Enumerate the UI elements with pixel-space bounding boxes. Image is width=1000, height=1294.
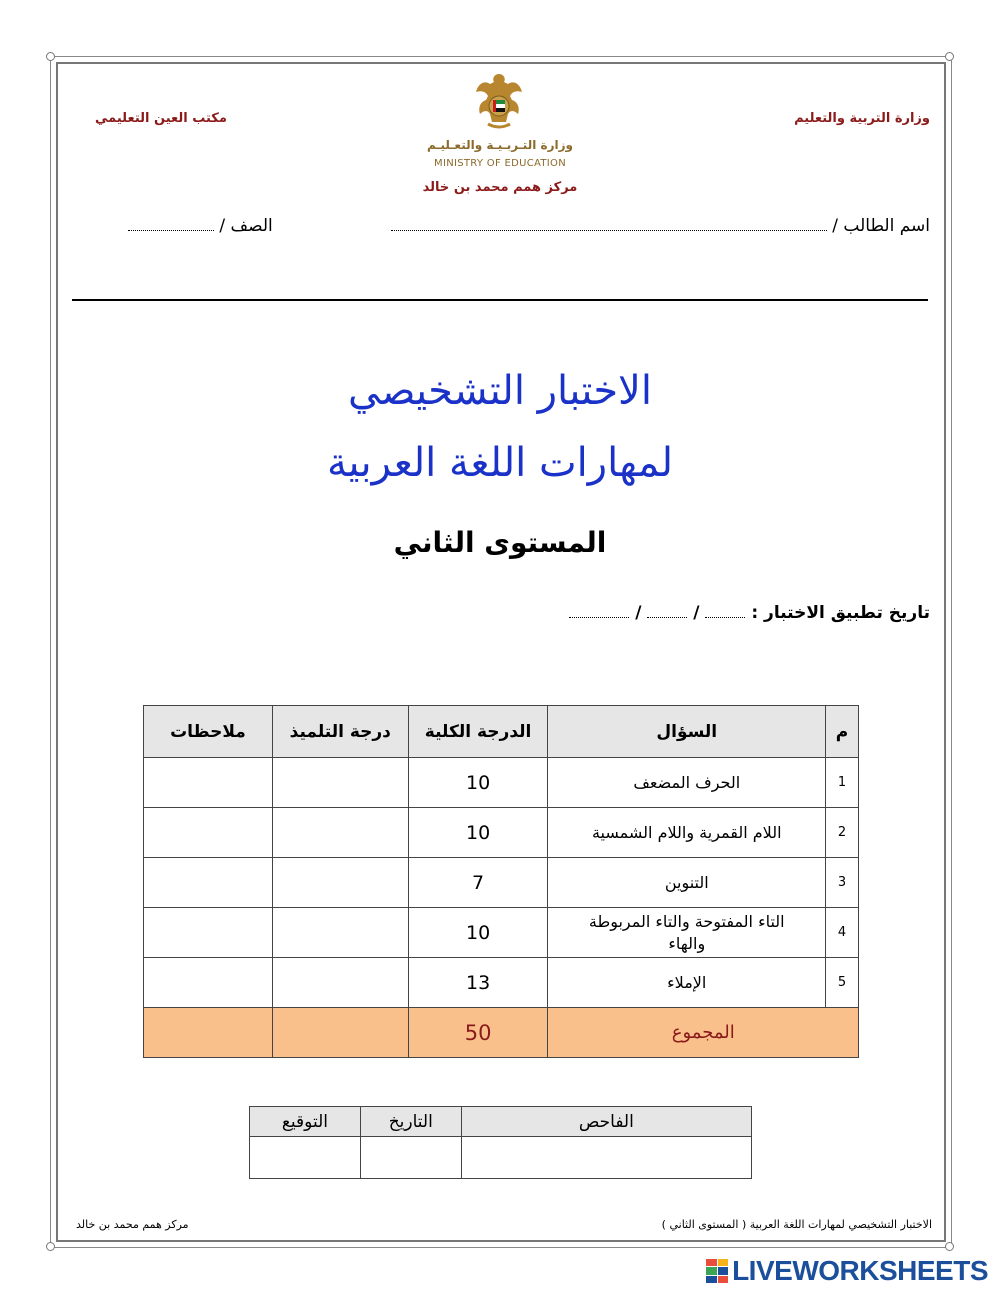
- row-notes-cell[interactable]: [144, 758, 273, 808]
- row-notes-cell[interactable]: [144, 908, 273, 958]
- student-name-label: اسم الطالب /: [832, 216, 930, 236]
- class-blank[interactable]: [128, 219, 214, 231]
- level-heading: المستوى الثاني: [393, 526, 607, 559]
- row-num: 4: [826, 908, 859, 958]
- total-row: [144, 1008, 859, 1058]
- row-question: الحرف المضعف: [548, 758, 826, 808]
- student-name-field[interactable]: [391, 216, 930, 236]
- row-total-score: 13: [408, 958, 548, 1008]
- row-notes-cell[interactable]: [144, 858, 273, 908]
- signature-header-row: [250, 1107, 752, 1137]
- row-notes-cell[interactable]: [144, 958, 273, 1008]
- examiner-header: الفاحص: [461, 1107, 751, 1137]
- test-date-label: تاريخ تطبيق الاختبار :: [751, 603, 930, 623]
- class-label: الصف /: [219, 216, 273, 236]
- liveworksheets-wordmark: LIVEWORKSHEETS: [732, 1255, 988, 1286]
- date-month-blank[interactable]: [647, 606, 687, 618]
- header-divider: [72, 299, 928, 301]
- row-question: التاء المفتوحة والتاء المربوطة والهاء: [548, 908, 826, 958]
- row-num: 1: [826, 758, 859, 808]
- row-num: 5: [826, 958, 859, 1008]
- page-border-inner: [56, 62, 946, 1242]
- date-separator: /: [693, 603, 700, 623]
- examiner-cell[interactable]: [461, 1137, 751, 1179]
- signature-table: [249, 1106, 752, 1179]
- test-date-field[interactable]: [569, 603, 930, 623]
- total-label: المجموع: [548, 1008, 859, 1058]
- table-row: [144, 858, 859, 908]
- col-header-student-score: درجة التلميذ: [272, 706, 408, 758]
- table-row: [144, 958, 859, 1008]
- total-notes-cell[interactable]: [144, 1008, 273, 1058]
- table-row: [144, 908, 859, 958]
- liveworksheets-icon: [706, 1259, 728, 1283]
- table-row: [144, 758, 859, 808]
- date-header: التاريخ: [360, 1107, 461, 1137]
- corner-ornament: [46, 1242, 55, 1251]
- row-student-score-cell[interactable]: [272, 958, 408, 1008]
- corner-ornament: [46, 52, 55, 61]
- signature-row: [250, 1137, 752, 1179]
- row-total-score: 10: [408, 758, 548, 808]
- signature-cell[interactable]: [250, 1137, 361, 1179]
- footer-title: الاختبار التشخيصي لمهارات اللغة العربية ( المستوى الثاني ): [661, 1218, 932, 1231]
- col-header-num: م: [826, 706, 859, 758]
- row-question: اللام القمرية واللام الشمسية: [548, 808, 826, 858]
- scores-table: [143, 705, 859, 1058]
- corner-ornament: [945, 1242, 954, 1251]
- corner-ornament: [945, 52, 954, 61]
- center-name: مركز همم محمد بن خالد: [422, 180, 578, 195]
- row-total-score: 10: [408, 908, 548, 958]
- col-header-total-score: الدرجة الكلية: [408, 706, 548, 758]
- row-total-score: 10: [408, 808, 548, 858]
- uae-emblem-icon: [474, 70, 524, 132]
- ministry-english-logo-text: MINISTRY OF EDUCATION: [434, 158, 566, 169]
- footer-center-name: مركز همم محمد بن خالد: [76, 1218, 189, 1231]
- col-header-question: السؤال: [548, 706, 826, 758]
- row-num: 2: [826, 808, 859, 858]
- row-student-score-cell[interactable]: [272, 808, 408, 858]
- date-separator: /: [635, 603, 642, 623]
- row-question: الإملاء: [548, 958, 826, 1008]
- ministry-label: وزارة التربية والتعليم: [794, 111, 930, 126]
- row-num: 3: [826, 858, 859, 908]
- page-subtitle: لمهارات اللغة العربية: [326, 440, 674, 486]
- total-student-score-cell[interactable]: [272, 1008, 408, 1058]
- row-question: التنوين: [548, 858, 826, 908]
- row-notes-cell[interactable]: [144, 808, 273, 858]
- row-student-score-cell[interactable]: [272, 858, 408, 908]
- col-header-notes: ملاحظات: [144, 706, 273, 758]
- page-title: الاختبار التشخيصي: [348, 368, 652, 414]
- table-row: [144, 808, 859, 858]
- row-total-score: 7: [408, 858, 548, 908]
- student-name-blank[interactable]: [391, 219, 827, 231]
- row-student-score-cell[interactable]: [272, 908, 408, 958]
- table-header-row: [144, 706, 859, 758]
- date-day-blank[interactable]: [705, 606, 745, 618]
- date-year-blank[interactable]: [569, 606, 629, 618]
- signature-header: التوقيع: [250, 1107, 361, 1137]
- total-score: 50: [408, 1008, 548, 1058]
- date-cell[interactable]: [360, 1137, 461, 1179]
- class-field[interactable]: [128, 216, 273, 236]
- office-label: مكتب العين التعليمي: [95, 111, 227, 126]
- liveworksheets-logo[interactable]: [706, 1255, 988, 1287]
- row-student-score-cell[interactable]: [272, 758, 408, 808]
- ministry-arabic-logo-text: وزارة التـربـيـة والتعـليـم: [427, 138, 573, 152]
